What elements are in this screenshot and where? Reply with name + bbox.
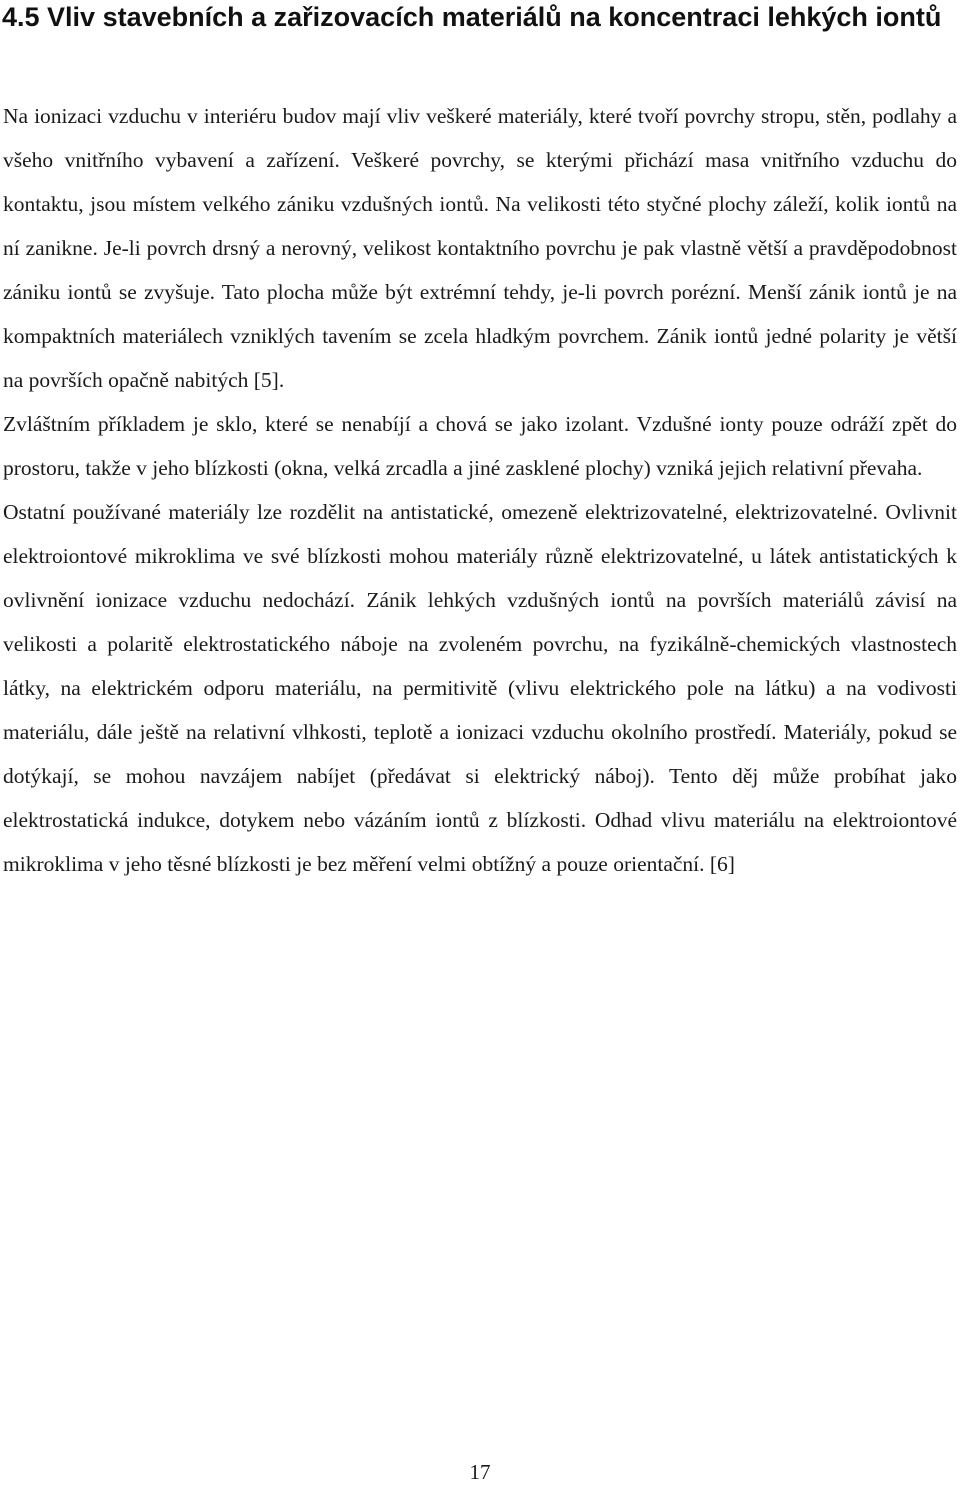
paragraph-materials: Ostatní používané materiály lze rozdělit na antistatické, omezeně elektrizovatelné, elektrizovatelné. Ovlivnit elektroiontové mikroklima ve své blízkosti mohou materiály různě elektrizovatelné, u látek antistatických k ovlivnění ionizace vzduchu nedochází. Zánik lehkých vzdušných iontů na površích materiálů závisí na velikosti a polaritě elektrostatického náboje na zvoleném povrchu, na fyzikálně-chemických vlastnostech látky, na elektrickém odporu materiálu, na permitivitě (vlivu elektrického pole na látku) a na vodivosti materiálu, dále ještě na relativní vlhkosti, teplotě a ionizaci vzduchu okolního prostředí. Materiály, pokud se dotýkají, se mohou navzájem nabíjet (předávat si elektrický náboj). Tento děj může probíhat jako elektrostatická indukce, dotykem nebo vázáním iontů z blízkosti. Odhad vlivu materiálu na elektroiontové mikroklima v jeho těsné blízkosti je bez měření velmi obtížný a pouze orientační. [6] bbox=[3, 500, 957, 876]
paragraph-glass: Zvláštním příkladem je sklo, které se nenabíjí a chová se jako izolant. Vzdušné ionty pouze odráží zpět do prostoru, takže v jeho blízkosti (okna, velká zrcadla a jiné zasklené plochy) vzniká jejich relativní převaha. bbox=[3, 412, 957, 480]
body-text bbox=[3, 94, 957, 886]
paragraph-ionization: Na ionizaci vzduchu v interiéru budov mají vliv veškeré materiály, které tvoří povrchy stropu, stěn, podlahy a všeho vnitřního vybavení a zařízení. Veškeré povrchy, se kterými přichází masa vnitřního vzduchu do kontaktu, jsou místem velkého zániku vzdušných iontů. Na velikosti této styčné plochy záleží, kolik iontů na ní zanikne. Je-li povrch drsný a nerovný, velikost kontaktního povrchu je pak vlastně větší a pravděpodobnost zániku iontů se zvyšuje. Tato plocha může být extrémní tehdy, je-li povrch porézní. Menší zánik iontů je na kompaktních materiálech vzniklých tavením se zcela hladkým povrchem. Zánik iontů jedné polarity je větší na površích opačně nabitých [5]. bbox=[3, 104, 957, 392]
page-number: 17 bbox=[469, 1460, 491, 1484]
section-heading: 4.5 Vliv stavebních a zařizovacích materiálů na koncentraci lehkých iontů bbox=[2, 2, 942, 32]
